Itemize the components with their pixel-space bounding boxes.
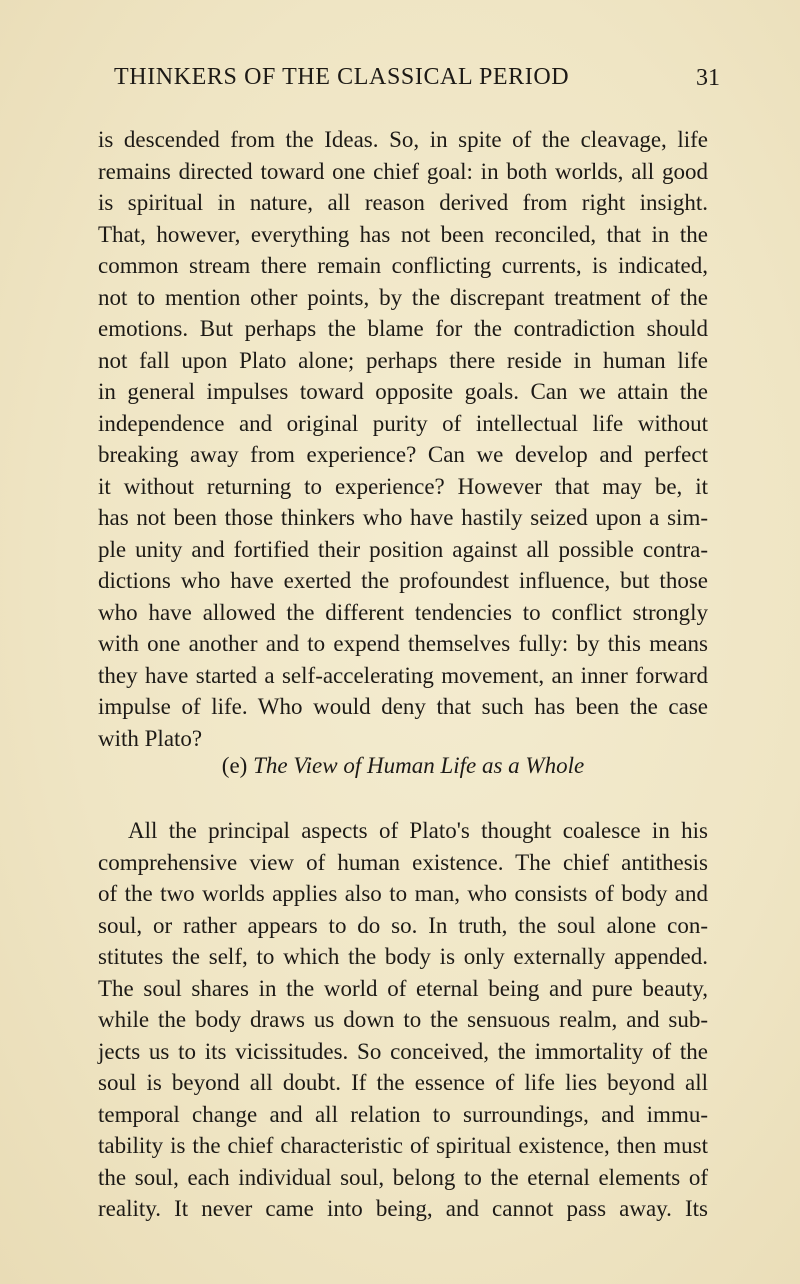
running-head: THINKERS OF THE CLASSICAL PERIOD (114, 64, 570, 90)
text-line: remains directed toward one chief goal: in both worlds, all good (98, 158, 708, 184)
text-line: with Plato? (98, 725, 203, 751)
text-line: temporal change and all relation to surroundings, and immu- (98, 1101, 708, 1127)
text-line: The soul shares in the world of eternal being and pure beauty, (98, 975, 708, 1001)
page-number: 31 (696, 65, 720, 91)
text-line: the soul, each individual soul, belong to the eternal elements of (98, 1164, 708, 1190)
section-title: The View of Human Life as a Whole (253, 753, 585, 778)
text-line: soul is beyond all doubt. If the essence of life lies beyond all (98, 1070, 708, 1095)
text-line: not fall upon Plato alone; perhaps there reside in human life (98, 347, 708, 373)
text-line: of the two worlds applies also to man, who consists of body and (98, 881, 708, 906)
text-line: soul, or rather appears to do so. In truth, the soul alone con- (98, 912, 708, 938)
text-line: dictions who have exerted the profoundest influence, but those (98, 568, 708, 593)
text-line: stitutes the self, to which the body is only externally appended. (98, 944, 708, 969)
text-line: ple unity and fortified their position against all possible contra- (98, 536, 708, 562)
text-line: with one another and to expend themselves fully: by this means (98, 631, 708, 656)
text-line: reality. It never came into being, and cannot pass away. Its (98, 1196, 708, 1221)
page-header (100, 56, 720, 96)
paragraph-section-e (98, 815, 708, 1225)
text-line: is descended from the Ideas. So, in spite of the cleavage, life (98, 127, 708, 152)
text-line: independence and original purity of intellectual life without (98, 410, 708, 436)
text-line: jects us to its vicissitudes. So conceived, the immortality of the (98, 1038, 708, 1064)
text-line: comprehensive view of human existence. The chief antithesis (98, 849, 708, 875)
text-line: not to mention other points, by the discrepant treatment of the (98, 284, 708, 310)
section-heading (98, 753, 708, 779)
text-line: breaking away from experience? Can we develop and perfect (98, 442, 708, 467)
text-line: who have allowed the different tendencies to conflict strongly (98, 599, 708, 625)
text-line: they have started a self-accelerating movement, an inner forward (98, 662, 708, 688)
text-line: in general impulses toward opposite goals. Can we attain the (98, 379, 708, 404)
text-line: tability is the chief characteristic of spiritual existence, then must (98, 1133, 708, 1158)
text-line: emotions. But perhaps the blame for the contradiction should (98, 316, 708, 341)
text-line: common stream there remain conflicting currents, is indicated, (98, 253, 708, 278)
text-line: while the body draws us down to the sensuous realm, and sub- (98, 1007, 708, 1032)
paragraph-continued (98, 124, 708, 754)
text-line: All the principal aspects of Plato's thought coalesce in his (128, 818, 708, 843)
section-number: (e) (221, 753, 248, 778)
text-line: That, however, everything has not been reconciled, that in the (98, 221, 708, 247)
text-line: impulse of life. Who would deny that such has been the case (98, 694, 708, 719)
text-line: is spiritual in nature, all reason derived from right insight. (98, 190, 708, 215)
text-line: has not been those thinkers who have hastily seized upon a sim- (98, 505, 708, 530)
text-line: it without returning to experience? However that may be, it (98, 473, 708, 499)
